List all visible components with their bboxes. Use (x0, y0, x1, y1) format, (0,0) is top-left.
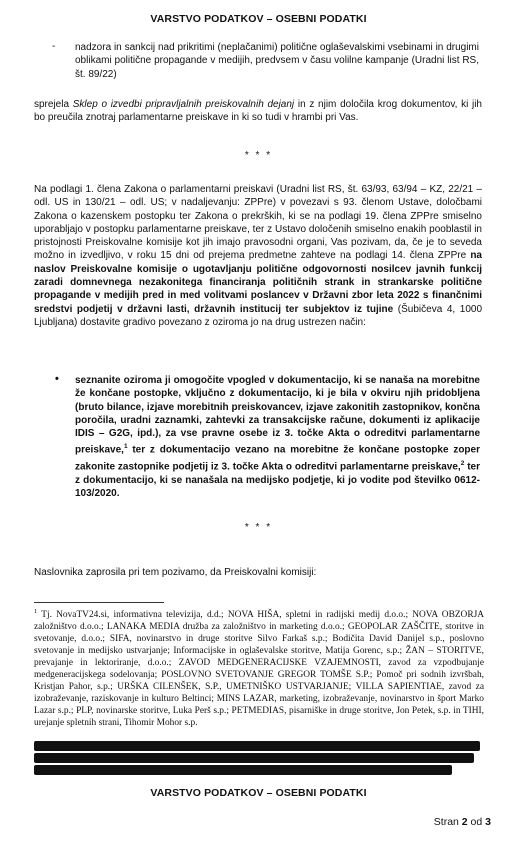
redaction-bar (34, 753, 474, 763)
main-paragraph: Na podlagi 1. člena Zakona o parlamentarni preiskavi (Uradni list RS, št. 63/93, 63/94 – KZ, 22/21 – odl. US in 130/21 – odl. US; v nadaljevanju: ZPPre) v povezavi s 93. členom Ustave, določbami Zakona o kazenskem postopku ter Zakona o prekrških, ki se na podlagi 19. člena ZPPre smiselno uporabljajo v postopku parlamentarne preiskave, ter z Ustavo določenih smiselno enakih pooblastil in pristojnosti Preiskovalne komisije kot jih imajo pravosodni organi, Vas pozivam, da, če je to seveda možno in izvedljivo, v roku 15 dni od prejema predmetne zahteve na podlagi 14. člena ZPPre na naslov Preiskovalne komisije o ugotavljanju politične odgovornosti nosilcev javnih funkcij zaradi domnevnega nezakonitega financiranja političnih strank in strankarske politične propagande v medijih pred in med volitvami poslancev v Državni zbor leta 2022 s finančnimi sredstvi podjetij v državni lasti, državnih institucij ter subjektov iz tujine (Šubičeva 4, 1000 Ljubljana) dostavite gradivo povezano z oziroma jo na drug ustrezen način: (34, 184, 483, 328)
bullet-list-item: seznanite oziroma ji omogočite vpogled v dokumentacijo, ki se nanaša na morebitne že končane postopke, vključno z dokumentacijo, ki je bila v okviru njih pridobljena (bruto bilance, izjave morebitnih preiskovancev, izjave zakonitih zastopnikov, končna poročila, uradni zaznamki, zahtevki za transakcijske račune, dokumenti iz aplikacije IDIS – G2G, ipd.), za vse pravne osebe iz 3. točke Akta o odreditvi parlamentarne preiskave,$^1$ ter z dokumentacijo vezano na morebitne že končane postopke zoper zakonite zastopnike podjetij iz 3. točke Akta o odreditvi parlamentarne preiskave,$^2$ ter z dokumentacijo, ki se nanašala na medijsko podjetje, ki jo vodite pod številko 0612-103/2020. (75, 375, 481, 500)
redaction-bar (34, 741, 480, 751)
separator-stars: * * * (244, 150, 273, 161)
footnote-ref-2: 2 (460, 460, 465, 468)
bullet-dot: • (55, 373, 59, 385)
intro-paragraph: sprejela Sklep o izvedbi pripravljalnih preiskovalnih dejanj in z njim določila krog dokumentov, ki jih bo preučila znotraj parlamentarne preiskave in ki so tudi v hrambi pri Vas. (34, 99, 482, 124)
header-classification: VARSTVO PODATKOV – OSEBNI PODATKI (150, 13, 367, 25)
closing-paragraph: Naslovnika zaprosila pri tem pozivamo, da Preiskovalni komisiji: (34, 567, 317, 578)
footnote-1: $^1$ Tj. NovaTV24.si, informativna televizija, d.d.; NOVA HIŠA, spletni in radijski medij d.o.o.; NOVA OBZORJA založništvo d.o.o.; LANAKA MEDIA družba za založništvo in marketing d.o.o.; GEOPOLAR ZAŠČITE, storitve in svetovanje, d.o.o.; SIFA, novinarstvo in druge storitve Silvo Farkaš s.p.; Bodičita David Danijel s.p., poslovno svetovanje in medijsko ustvarjanje; Informacijske in oglaševalske storitve, Matija Gorenc, s.p.; ŽAN – STORITVE, prevajanje in lektoriranje, d.o.o.; ZAVOD MEDGENERACIJSKE VZAJEMNOSTI, zavod za vzpodbujanje medgeneracijskega sodelovanja; POSLOVNO SVETOVANJE GREGOR TOMŠE S.P.; Pomoč pri sodnih izvršbah, Kristjan Pahor, s.p.; URŠKA CILENŠEK, S.P., UMETNIŠKO USTVARJANJE; VILLA SAPIENTIAE, zavod za izobraževanje, raziskovanje in kulturo Beltinci; MINS LAZAR, marketing, izobraževanje, novinarstvo in šport Marko Lazar s.p.; PLP, novinarske storitve, Luka Perš s.p.; PETMEDIAS, pisarniške in druge storitve, Jon Petek, s.p. in TIHI, urejanje spletnih strani, Tihomir Mohor s.p. (34, 608, 484, 729)
redaction-bar (34, 765, 452, 775)
footnote-divider (34, 602, 164, 603)
separator-stars-2: * * * (244, 522, 273, 533)
sklep-title: Sklep o izvedbi pripravljalnih preiskovalnih dejanj (72, 99, 295, 110)
footnote-mark: 1 (34, 608, 38, 615)
dash-list-item: nadzora in sankcij nad prikritimi (neplačanimi) politične oglaševalskimi vsebinami in drugimi oblikami politične propagande v medijih, predvsem v času volilne kampanje (Uradni list RS, št. 89/22) (75, 42, 479, 80)
commission-address: na naslov Preiskovalne komisije o ugotavljanju politične odgovornosti nosilcev javnih funkcij zaradi domnevnega nezakonitega financiranja političnih strank in strankarske politične propagande v medijih pred in med volitvami poslancev v Državni zbor leta 2022 s finančnimi sredstvi podjetij v državni lasti, državnih institucij ter subjektov iz tujine (34, 250, 482, 315)
page-number: Stran 2 od 3 (433, 816, 491, 828)
footer-classification: VARSTVO PODATKOV – OSEBNI PODATKI (150, 787, 367, 799)
footnote-ref-1: 1 (123, 443, 128, 451)
dash-bullet: - (52, 41, 56, 52)
